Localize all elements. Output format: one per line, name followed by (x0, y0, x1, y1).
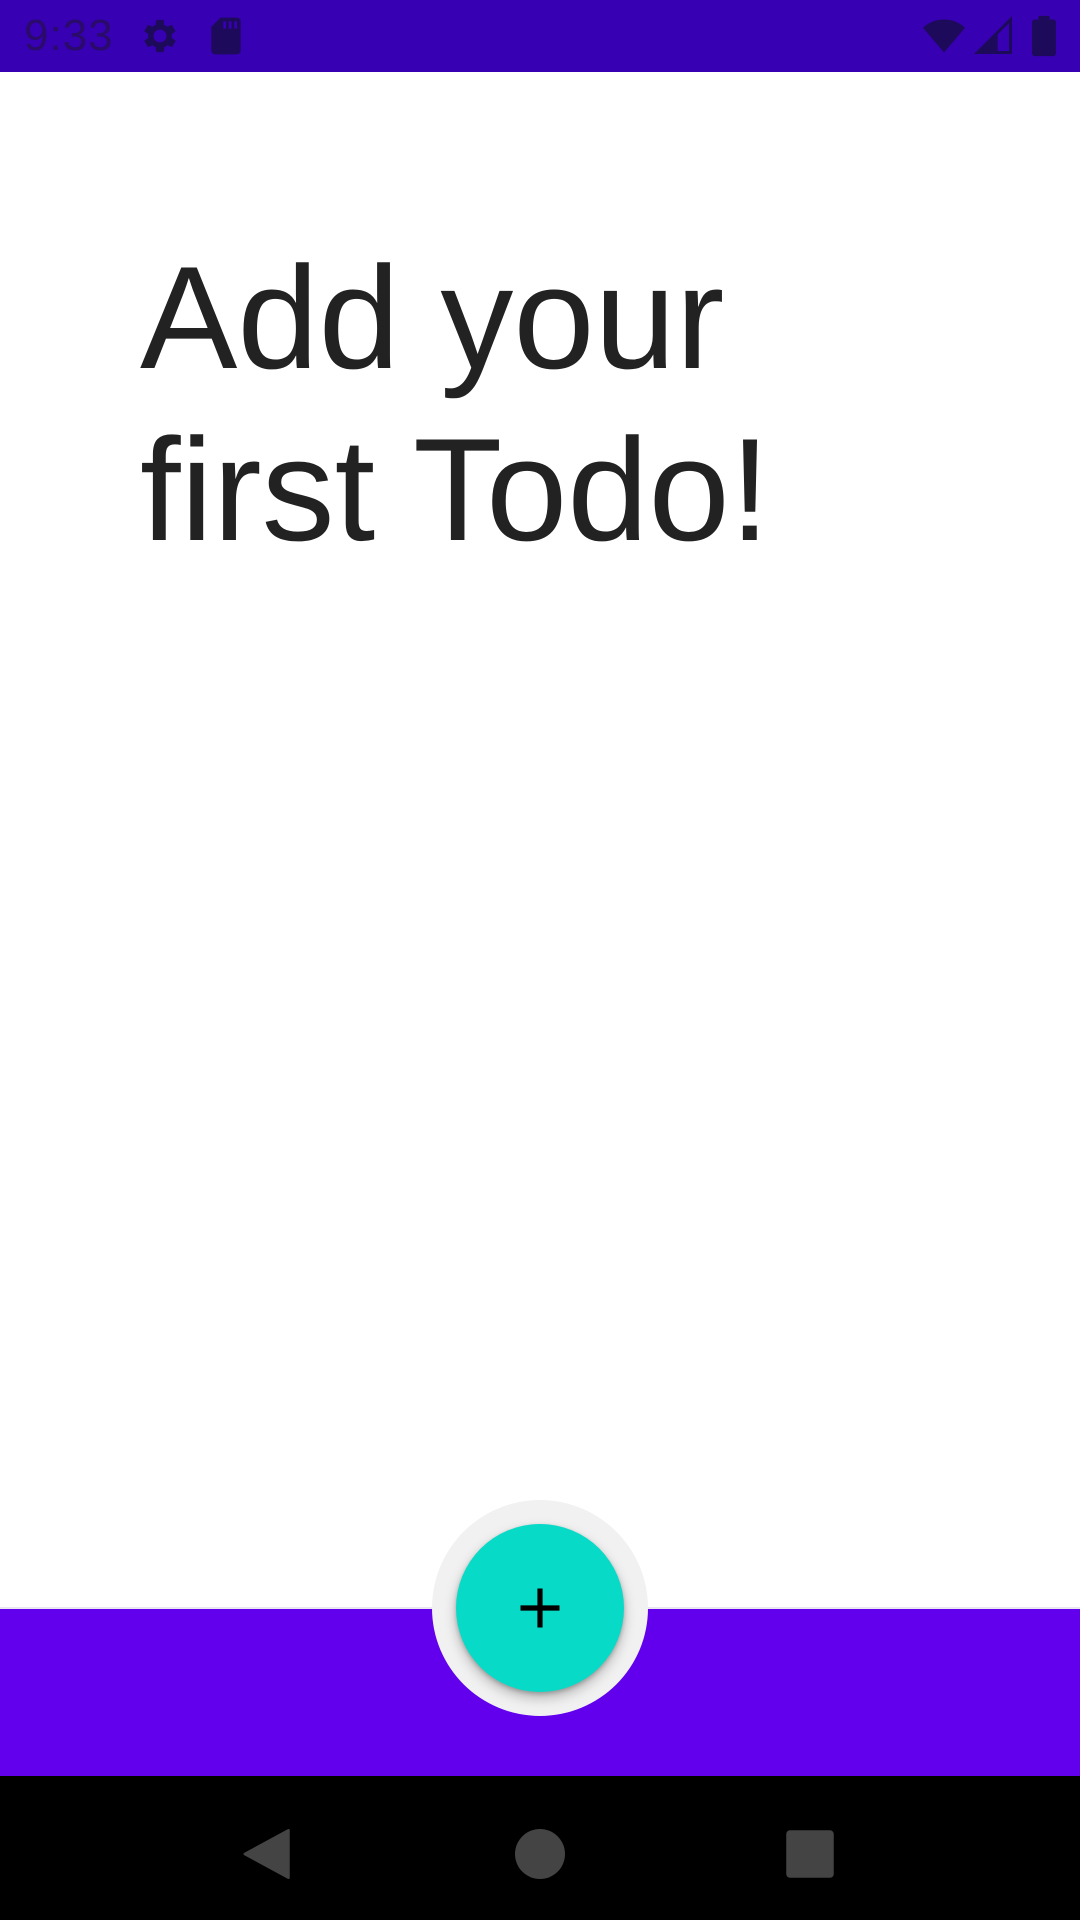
add-todo-button[interactable] (456, 1524, 624, 1692)
plus-icon (514, 1582, 566, 1634)
wifi-icon (922, 14, 966, 58)
status-time: 9:33 (24, 11, 114, 60)
status-bar (0, 0, 1080, 72)
recents-icon[interactable] (780, 1824, 840, 1884)
system-navigation-bar (0, 1776, 1080, 1920)
sd-card-icon (204, 14, 248, 58)
empty-state-message: Add your first Todo! (140, 236, 771, 571)
gear-icon (138, 14, 182, 58)
cellular-signal-icon (972, 14, 1016, 58)
back-icon[interactable] (236, 1824, 296, 1884)
home-icon[interactable] (510, 1824, 570, 1884)
battery-icon (1022, 14, 1066, 58)
